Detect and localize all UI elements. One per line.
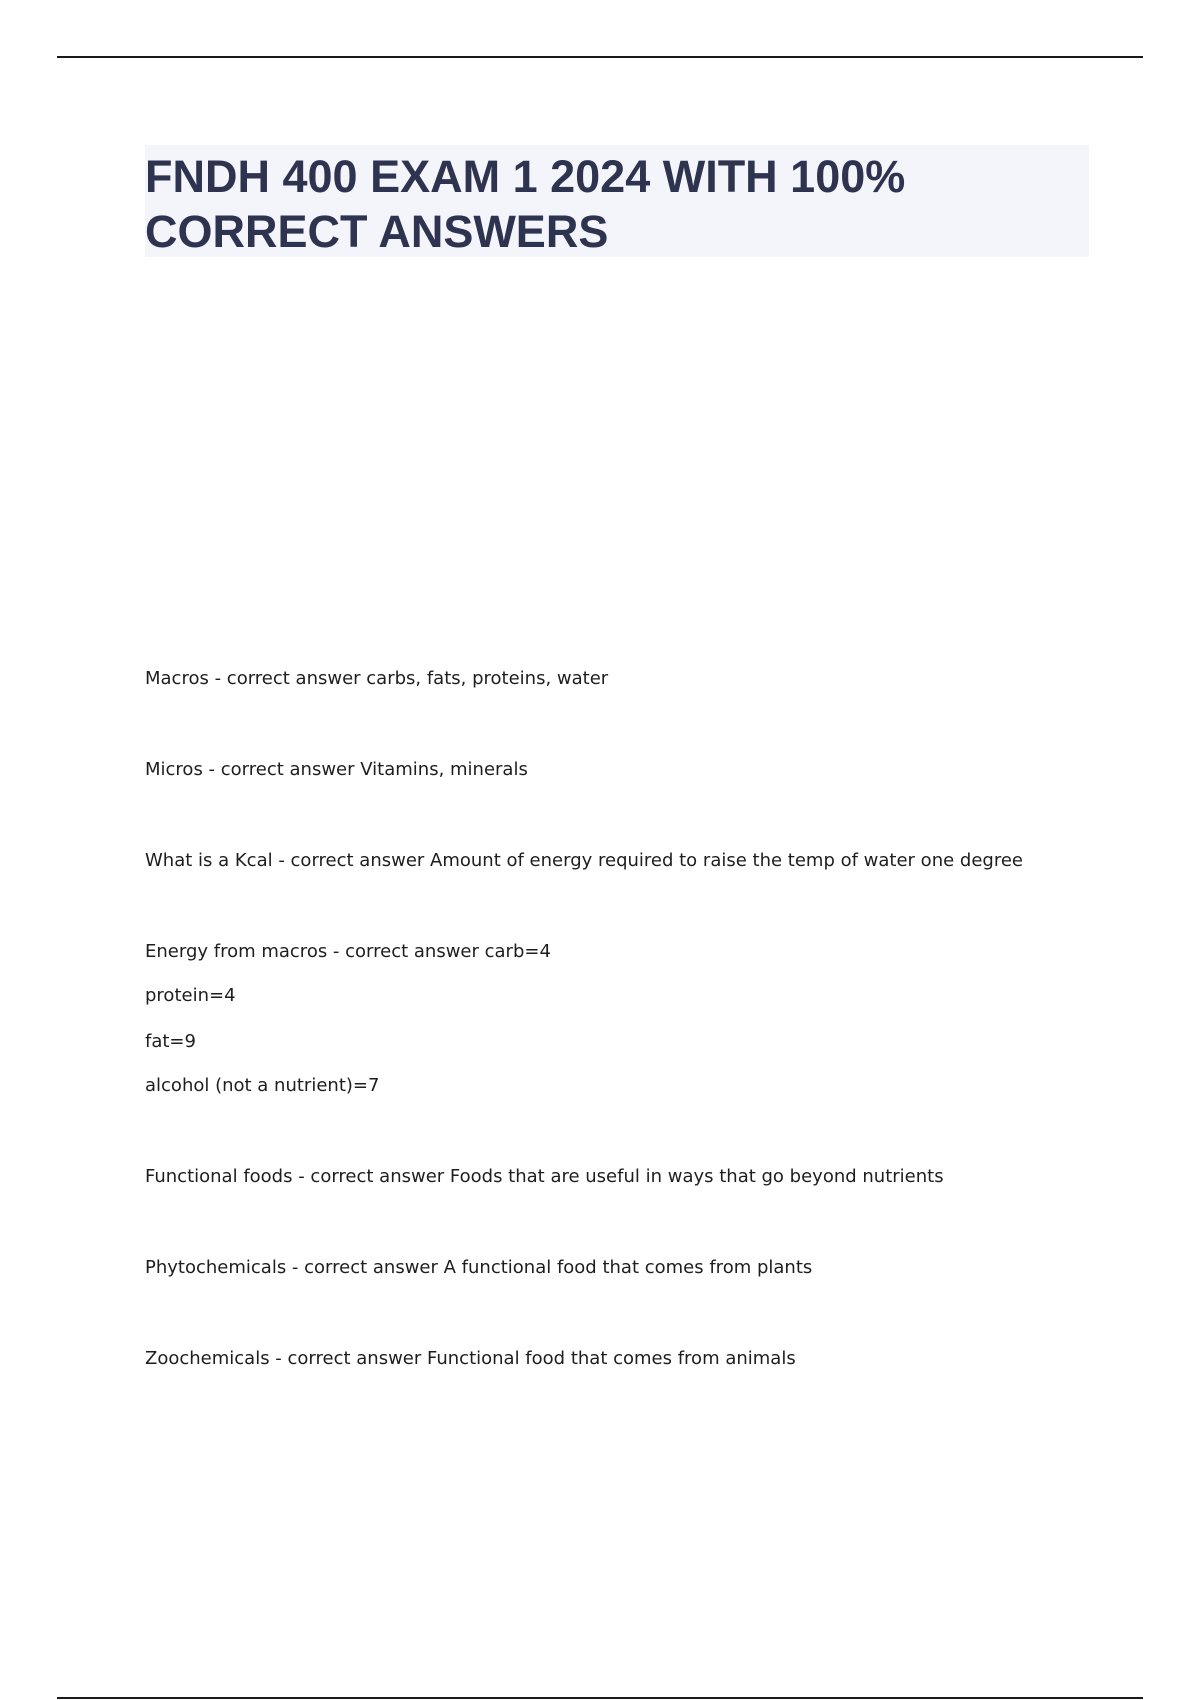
bottom-rule xyxy=(57,1697,1143,1699)
qa-entry-kcal: What is a Kcal - correct answer Amount of energy required to raise the temp of water one degree xyxy=(145,850,1023,871)
qa-entry-micros: Micros - correct answer Vitamins, minerals xyxy=(145,759,528,780)
qa-line-fat: fat=9 xyxy=(145,1031,196,1052)
qa-entry-functional-foods: Functional foods - correct answer Foods that are useful in ways that go beyond nutrients xyxy=(145,1166,944,1187)
qa-line-alcohol: alcohol (not a nutrient)=7 xyxy=(145,1075,380,1096)
qa-entry-phytochemicals: Phytochemicals - correct answer A functional food that comes from plants xyxy=(145,1257,813,1278)
title-block xyxy=(145,145,1089,257)
qa-line-protein: protein=4 xyxy=(145,985,236,1006)
qa-entry-zoochemicals: Zoochemicals - correct answer Functional food that comes from animals xyxy=(145,1348,796,1369)
page-title: FNDH 400 EXAM 1 2024 WITH 100% CORRECT ANSWERS xyxy=(145,151,906,257)
qa-entry-macros: Macros - correct answer carbs, fats, proteins, water xyxy=(145,668,609,689)
top-rule xyxy=(57,56,1143,58)
qa-entry-energy-from-macros: Energy from macros - correct answer carb=4 xyxy=(145,941,551,962)
